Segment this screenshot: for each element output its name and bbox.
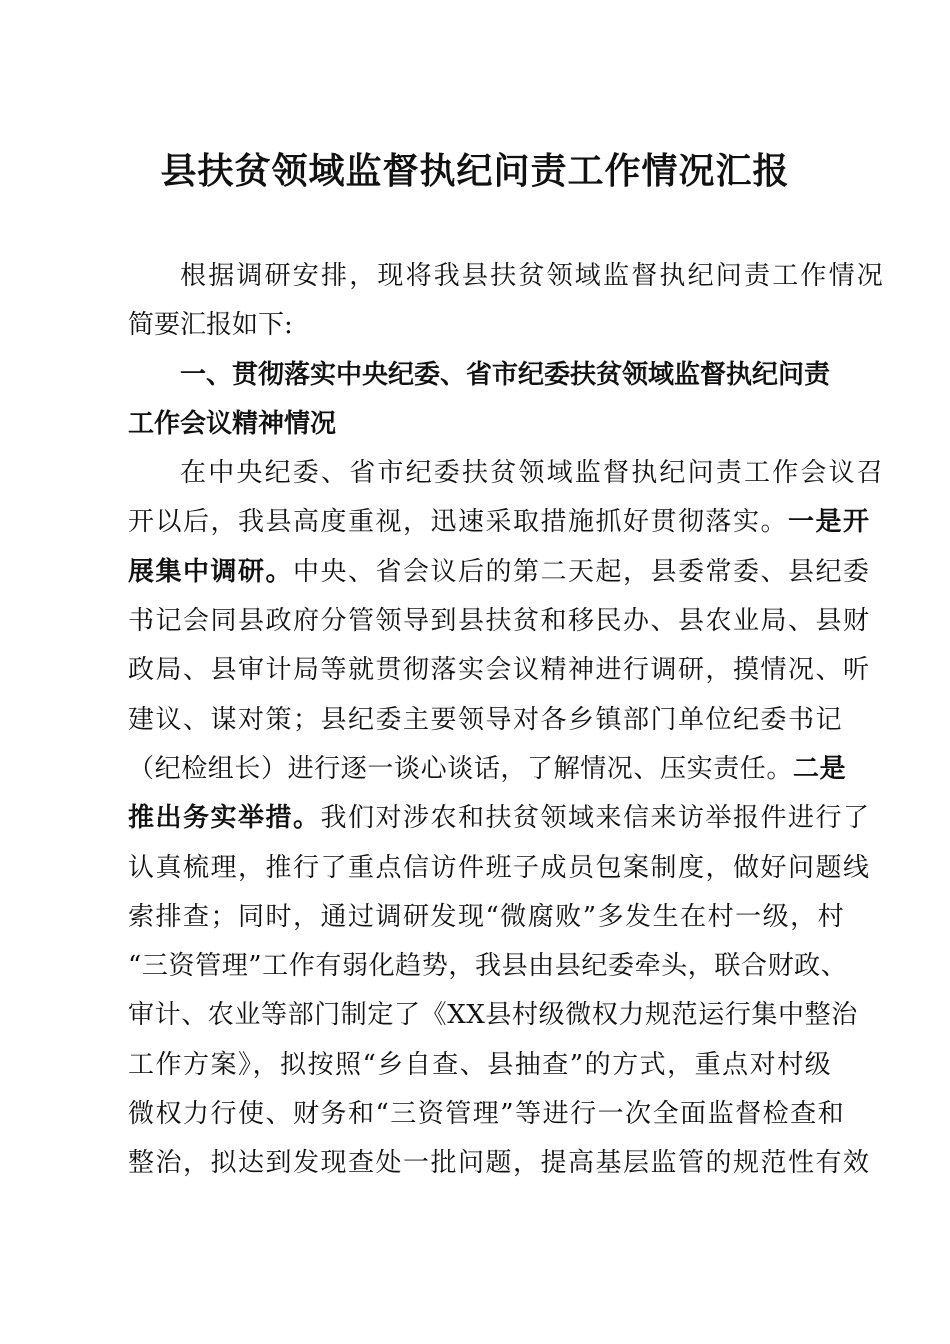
intro-line: 简要汇报如下: <box>128 310 293 341</box>
paragraph-text: 中央、省会议后的第二天起，县委常委、县纪委 <box>293 556 871 587</box>
document-title: 县扶贫领域监督执纪问责工作情况汇报 <box>160 150 790 192</box>
intro-line: 根据调研安排，现将我县扶贫领域监督执纪问责工作情况 <box>180 261 886 291</box>
paragraph-line: 建议、谋对策；县纪委主要领导对各乡镇部门单位纪委书记 <box>128 704 844 735</box>
paragraph-line: 在中央纪委、省市纪委扶贫领域监督执纪问责工作会议召 <box>180 458 886 489</box>
paragraph-text: 开以后，我县高度重视，迅速采取措施抓好贯彻落实。 <box>128 507 789 538</box>
paragraph-line: “三资管理”工作有弱化趋势，我县由县纪委牵头，联合财政、 <box>128 951 848 982</box>
emphasis-text: 展集中调研。 <box>128 556 294 587</box>
paragraph-line <box>128 745 847 794</box>
section-heading: 工作会议精神情况 <box>128 408 337 439</box>
paragraph-line: 认真梳理，推行了重点信访件班子成员包案制度，做好问题线 <box>128 852 871 883</box>
paragraph-line: 工作方案》，拟按照“乡自查、县抽查”的方式，重点对村级 <box>128 1049 833 1080</box>
paragraph-line: 审计、农业等部门制定了《XX县村级微权力规范运行集中整治 <box>128 1000 858 1031</box>
emphasis-text: 推出务实举措。 <box>128 803 321 834</box>
section-heading: 一、贯彻落实中央纪委、省市纪委扶贫领域监督执纪问责 <box>180 359 831 390</box>
paragraph-line: 整治，拟达到发现查处一批问题，提高基层监管的规范性有效 <box>128 1148 871 1179</box>
paragraph-line: 政局、县审计局等就贯彻落实会议精神进行调研，摸情况、听 <box>128 655 871 686</box>
paragraph-text: （纪检组长）进行逐一谈心谈话，了解情况、压实责任。 <box>128 753 794 784</box>
paragraph-line <box>128 794 871 843</box>
emphasis-text: 一是开 <box>788 507 871 538</box>
paragraph-line <box>128 498 871 547</box>
document-body <box>128 252 886 1189</box>
emphasis-text: 二是 <box>793 753 847 784</box>
paragraph-line: 微权力行使、财务和“三资管理”等进行一次全面监督检查和 <box>128 1099 846 1130</box>
paragraph-text: 我们对涉农和扶贫领域来信来访举报件进行了 <box>320 803 871 834</box>
paragraph-line <box>128 548 871 597</box>
paragraph-line: 索排查；同时，通过调研发现“微腐败”多发生在村一级，村 <box>128 901 846 932</box>
paragraph-line: 书记会同县政府分管领导到县扶贫和移民办、县农业局、县财 <box>128 606 871 637</box>
